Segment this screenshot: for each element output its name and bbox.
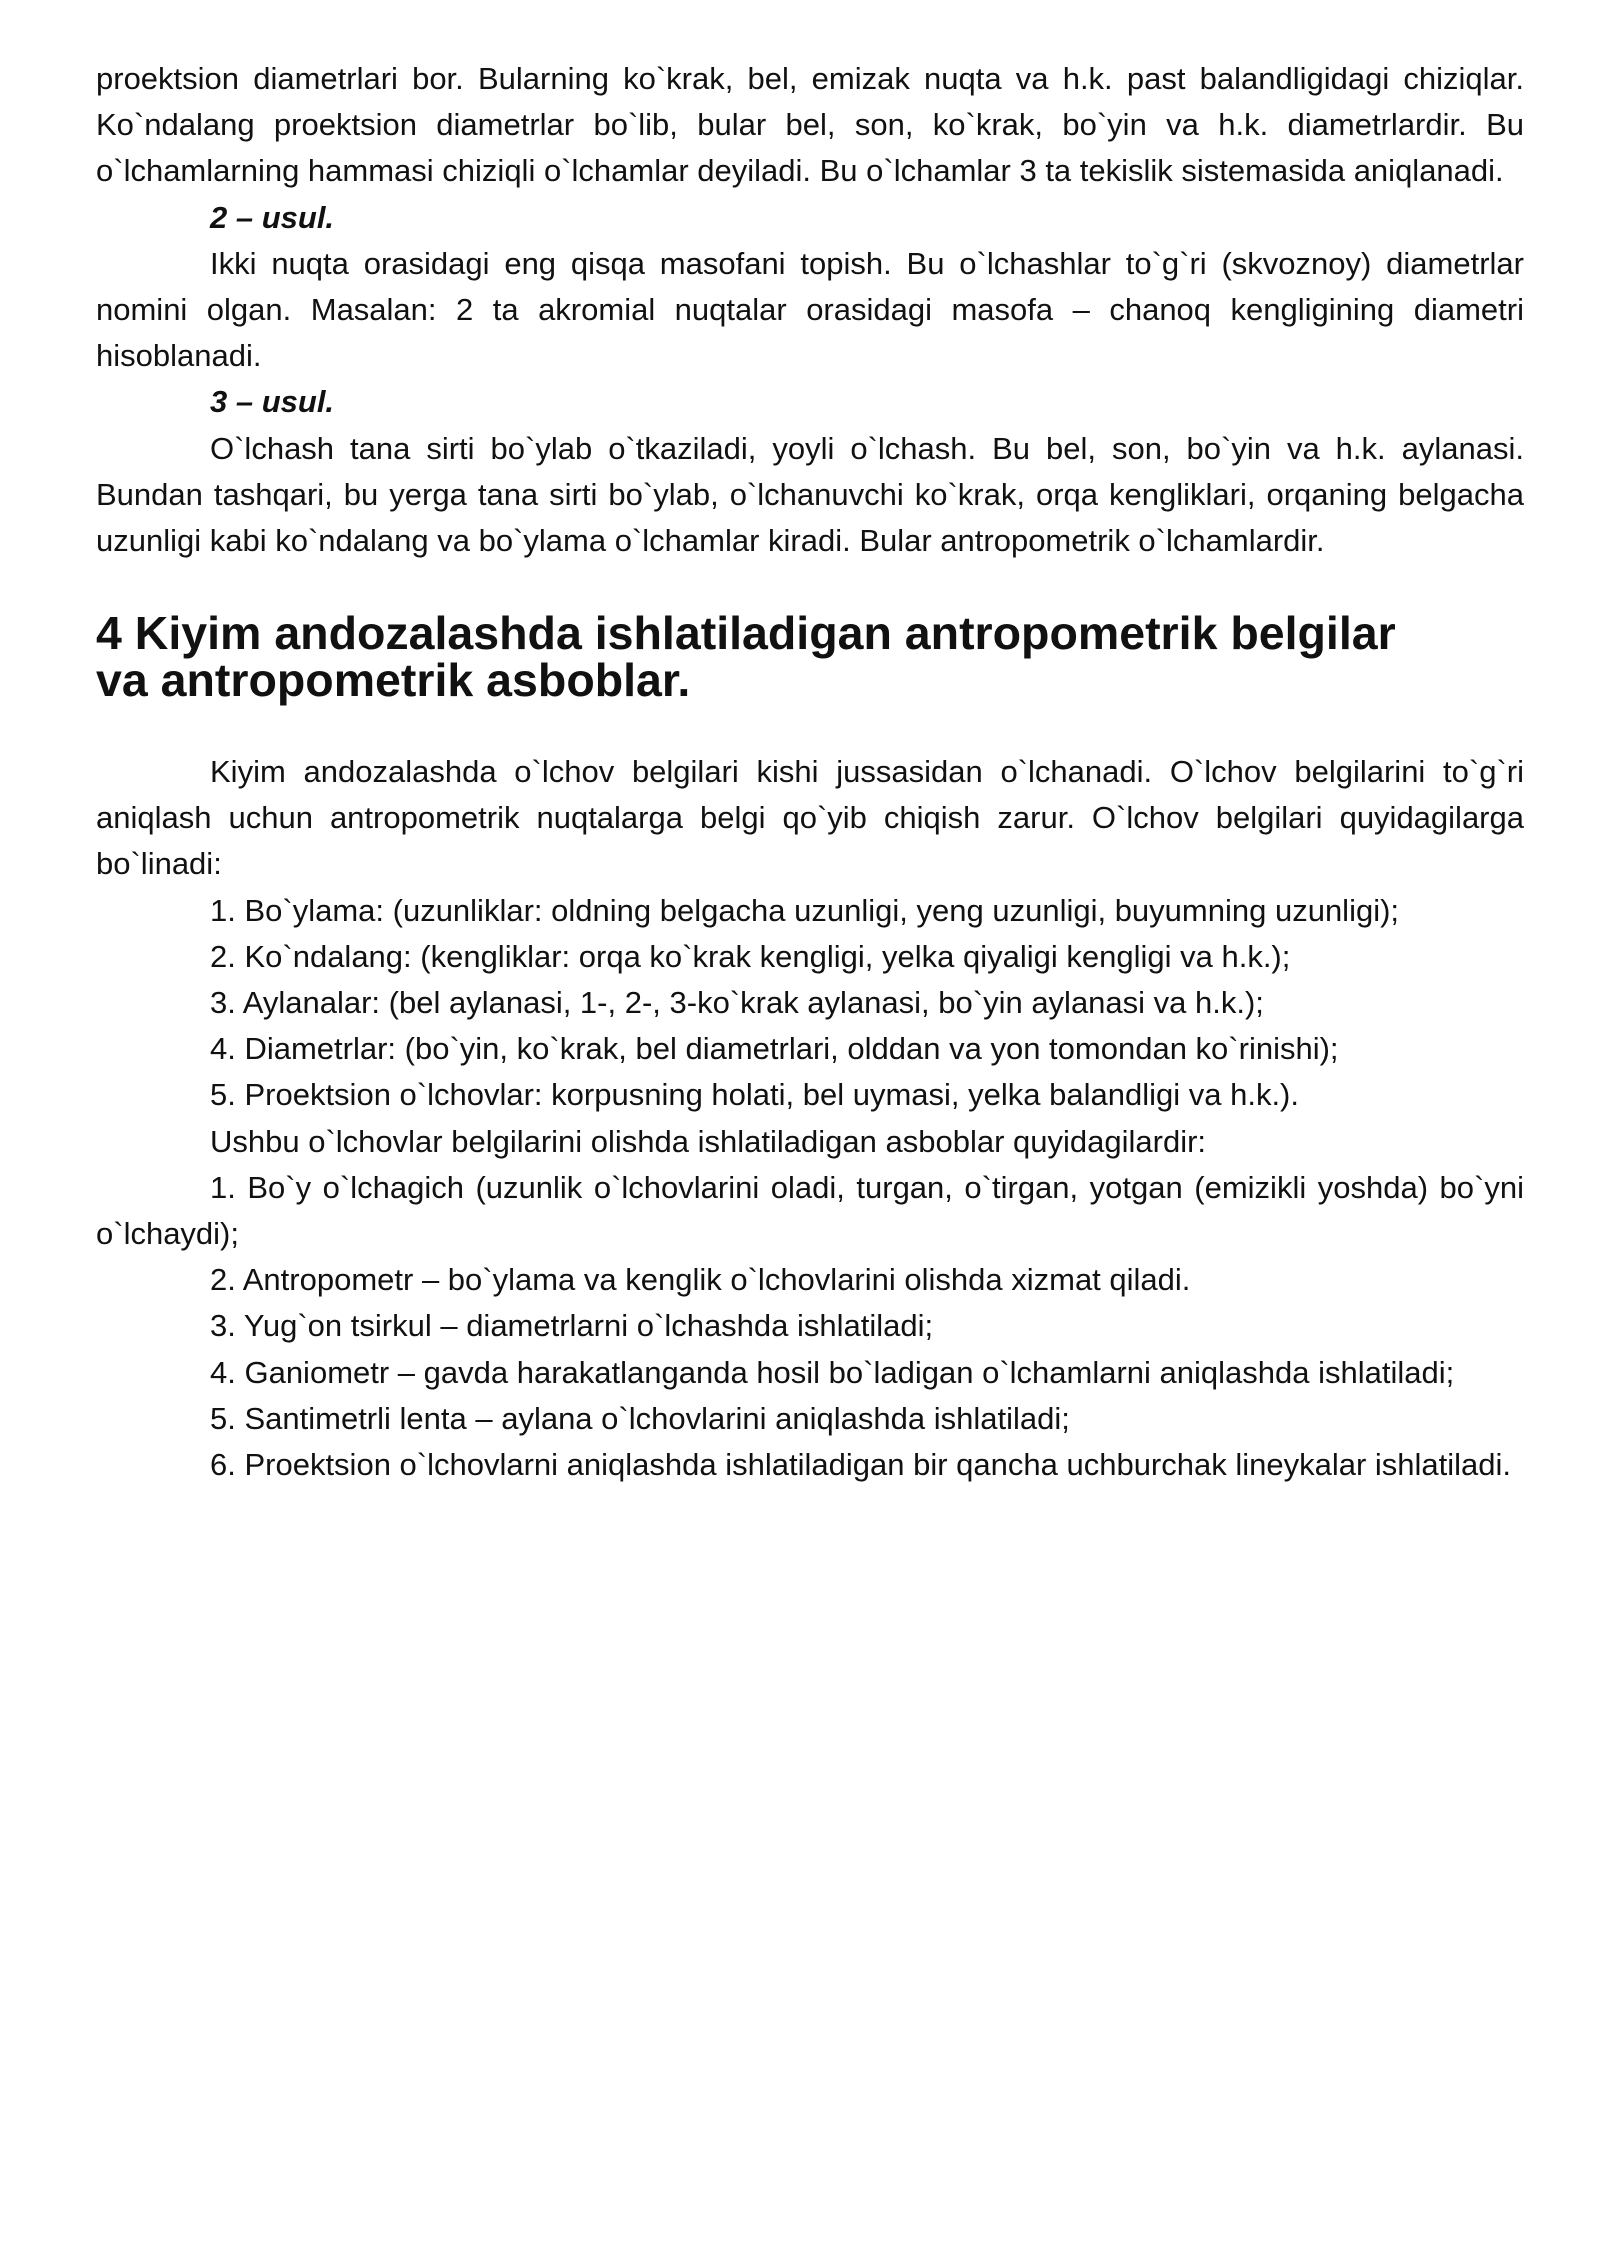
paragraph-belgilar: Kiyim andozalashda o`lchov belgilari kishi jussasidan o`lchanadi. O`lchov belgilarini to`g`ri aniqlash uchun antropometrik nuqtalarga belgi qo`yib chiqish zarur. O`lchov belgilari quyidagilarga bo`linadi: — [96, 754, 1524, 882]
usul-3-title: 3 – usul. — [210, 384, 335, 420]
blank-line — [96, 703, 1524, 749]
list-item-asbob-2: 2. Antropometr – bo`ylama va kenglik o`lchovlarini olishda xizmat qiladi. — [210, 1262, 1191, 1298]
list-item-belgi-1: 1. Bo`ylama: (uzunliklar: oldning belgacha uzunligi, yeng uzunligi, buyumning uzunligi); — [210, 892, 1400, 928]
document-page — [96, 56, 1524, 1488]
section-heading — [96, 607, 1524, 706]
usul-2-title: 2 – usul. — [210, 199, 335, 235]
list-item-belgi-5: 5. Proektsion o`lchovlar: korpusning holati, bel uymasi, yelka balandligi va h.k.). — [210, 1077, 1299, 1113]
list-item-belgi-4: 4. Diametrlar: (bo`yin, ko`krak, bel diametrlari, olddan va yon tomondan ko`rinishi); — [210, 1031, 1339, 1067]
list-item-asbob-5: 5. Santimetrli lenta – aylana o`lchovlarini aniqlashda ishlatiladi; — [210, 1400, 1070, 1436]
paragraph-usul-3: O`lchash tana sirti bo`ylab o`tkaziladi, yoyli o`lchash. Bu bel, son, bo`yin va h.k. aylanasi. Bundan tashqari, bu yerga tana sirti bo`ylab, o`lchanuvchi ko`krak, orqa kengliklari, orqaning belgacha uzunligi kabi ko`ndalang va bo`ylama o`lchamlar kiradi. Bular antropometrik o`lchamlardir. — [96, 430, 1524, 559]
list-item-belgi-3: 3. Aylanalar: (bel aylanasi, 1-, 2-, 3-ko`krak aylanasi, bo`yin aylanasi va h.k.); — [210, 985, 1264, 1021]
list-item-asbob-6: 6. Proektsion o`lchovlarni aniqlashda ishlatiladigan bir qancha uchburchak lineykalar ishlatiladi. — [210, 1447, 1512, 1483]
paragraph-asboblar: Ushbu o`lchovlar belgilarini olishda ishlatiladigan asboblar quyidagilardir: — [210, 1123, 1207, 1159]
list-item-belgi-2: 2. Ko`ndalang: (kengliklar: orqa ko`krak kengligi, yelka qiyaligi kengligi va h.k.); — [210, 938, 1291, 974]
list-item-asbob-1: 1. Bo`y o`lchagich (uzunlik o`lchovlarini oladi, turgan, o`tirgan, yotgan (emizikli yoshda) bo`yni o`lchaydi); — [96, 1169, 1524, 1252]
blank-line — [96, 564, 1524, 610]
paragraph-intro: proektsion diametrlari bor. Bularning ko`krak, bel, emizak nuqta va h.k. past balandligidagi chiziqlar. Ko`ndalang proektsion diametrlar bo`lib, bular bel, son, ko`krak, bo`yin va h.k. diametrlardir. Bu o`lchamlarning hammasi chiziqli o`lchamlar deyiladi. Bu o`lchamlar 3 ta tekislik sistemasida aniqlanadi. — [96, 61, 1524, 189]
list-item-asbob-3: 3. Yug`on tsirkul – diametrlarni o`lchashda ishlatiladi; — [210, 1308, 934, 1344]
section-heading-line-2: va antropometrik asboblar. — [96, 653, 691, 706]
list-item-asbob-4: 4. Ganiometr – gavda harakatlanganda hosil bo`ladigan o`lchamlarni aniqlashda ishlatiladi; — [210, 1354, 1455, 1390]
paragraph-usul-2: Ikki nuqta orasidagi eng qisqa masofani topish. Bu o`lchashlar to`g`ri (skvoznoy) diametrlar nomini olgan. Masalan: 2 ta akromial nuqtalar orasidagi masofa – chanoq kengligining diametri hisoblanadi. — [96, 245, 1524, 374]
section-heading-line-1: 4 Kiyim andozalashda ishlatiladigan antropometrik belgilar — [96, 607, 1396, 660]
